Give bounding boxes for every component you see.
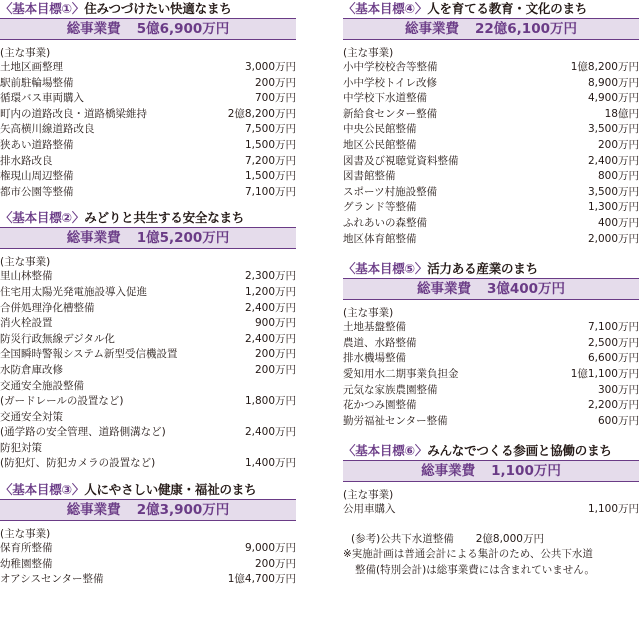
project-row bbox=[343, 232, 639, 248]
reference-amount: 2億8,000万円 bbox=[475, 532, 544, 545]
project-cost: 9,000万円 bbox=[244, 542, 296, 555]
project-name: 花かつみ園整備 bbox=[343, 399, 417, 412]
project-name: 交通安全対策 bbox=[0, 410, 63, 423]
project-row bbox=[0, 572, 296, 588]
project-cost: 7,200万円 bbox=[244, 154, 296, 167]
project-name: 矢高横川線道路改良 bbox=[0, 123, 95, 136]
note-line-1: ※実施計画は普通会計による集計のため、公共下水道 bbox=[343, 548, 593, 561]
project-row bbox=[0, 541, 296, 557]
project-row bbox=[0, 301, 296, 317]
project-name: 地区体育館整備 bbox=[343, 232, 417, 245]
goal-4-section bbox=[343, 0, 639, 247]
project-name: 勤労福祉センター整備 bbox=[343, 414, 448, 427]
project-cost: 2億8,200万円 bbox=[227, 107, 296, 120]
goal-6-total-bar bbox=[343, 460, 639, 482]
project-name: 里山林整備 bbox=[0, 270, 53, 283]
reference-line bbox=[343, 532, 639, 548]
project-name: 幼稚園整備 bbox=[0, 557, 53, 570]
project-cost: 8,900万円 bbox=[587, 76, 639, 89]
project-row bbox=[343, 502, 639, 518]
project-cost: 2,000万円 bbox=[587, 232, 639, 245]
project-cost: 1,500万円 bbox=[244, 170, 296, 183]
project-name: 保育所整備 bbox=[0, 542, 53, 555]
project-name: 全国瞬時警報システム新型受信機設置 bbox=[0, 348, 178, 361]
project-cost: 1億4,700万円 bbox=[227, 573, 296, 586]
project-cost: 200万円 bbox=[254, 363, 296, 376]
goal-4-total-bar bbox=[343, 18, 639, 40]
project-cost: 1,400万円 bbox=[244, 457, 296, 470]
project-row bbox=[343, 398, 639, 414]
project-row bbox=[0, 154, 296, 170]
goal-2-label: 〈基本目標②〉 bbox=[0, 210, 85, 226]
goal-4-title bbox=[343, 0, 639, 17]
project-name: (通学路の安全管理、道路側溝など) bbox=[0, 426, 166, 439]
list-heading: (主な事業) bbox=[343, 307, 394, 320]
project-name: 小中学校トイレ改修 bbox=[343, 76, 437, 89]
project-name: スポーツ村施設整備 bbox=[343, 185, 438, 198]
project-cost: 2,400万円 bbox=[244, 301, 296, 314]
project-row bbox=[0, 379, 296, 395]
goal-3-title bbox=[0, 481, 296, 498]
project-row bbox=[343, 122, 639, 138]
project-cost: 6,600万円 bbox=[587, 352, 639, 365]
project-name: 愛知用水二期事業負担金 bbox=[343, 367, 459, 380]
project-row bbox=[0, 332, 296, 348]
list-heading: (主な事業) bbox=[343, 47, 394, 59]
project-row bbox=[343, 351, 639, 367]
project-name: 中学校下水道整備 bbox=[343, 92, 427, 105]
goal-5-title bbox=[343, 260, 639, 277]
left-column bbox=[0, 0, 296, 588]
project-name: ふれあいの森整備 bbox=[343, 216, 427, 229]
project-cost: 7,500万円 bbox=[244, 123, 296, 136]
project-row bbox=[0, 91, 296, 107]
note-line-2: 整備(特別会計)は総事業費には含まれていません。 bbox=[355, 563, 595, 576]
project-name: 元気な家族農園整備 bbox=[343, 383, 438, 396]
project-name: (防犯灯、防犯カメラの設置など) bbox=[0, 457, 156, 470]
project-cost: 1,500万円 bbox=[244, 138, 296, 151]
project-cost: 18億円 bbox=[604, 107, 639, 120]
goal-1-label: 〈基本目標①〉 bbox=[0, 1, 85, 16]
project-name: (ガードレールの設置など) bbox=[0, 395, 124, 408]
project-row bbox=[343, 138, 639, 154]
project-row bbox=[0, 138, 296, 154]
project-name: 公用車購入 bbox=[343, 503, 396, 516]
project-row bbox=[0, 316, 296, 332]
project-row bbox=[0, 441, 296, 457]
goal-3-section bbox=[0, 481, 296, 588]
project-cost: 200万円 bbox=[597, 138, 639, 151]
project-name: 地区公民館整備 bbox=[343, 138, 417, 151]
project-name: 排水機場整備 bbox=[343, 352, 406, 365]
total-value: 5億6,900万円 bbox=[136, 21, 230, 37]
project-name: 水防倉庫改修 bbox=[0, 363, 63, 376]
project-cost: 1,300万円 bbox=[587, 201, 639, 214]
goal-5-name: 活力ある産業のまち bbox=[427, 261, 538, 277]
project-row bbox=[343, 107, 639, 123]
total-value: 2億3,900万円 bbox=[136, 502, 230, 519]
project-name: 駅前駐輪場整備 bbox=[0, 76, 74, 89]
project-name: 町内の道路改良・道路橋梁維持 bbox=[0, 107, 147, 120]
project-cost: 2,300万円 bbox=[244, 270, 296, 283]
goal-6-title bbox=[343, 442, 639, 459]
project-row bbox=[343, 216, 639, 232]
project-row bbox=[0, 425, 296, 441]
right-column bbox=[343, 0, 639, 578]
project-row bbox=[0, 122, 296, 138]
project-row bbox=[343, 60, 639, 76]
project-name: 防犯対策 bbox=[0, 441, 42, 454]
project-row bbox=[343, 91, 639, 107]
project-row bbox=[0, 394, 296, 410]
project-cost: 200万円 bbox=[254, 348, 296, 361]
reference-note bbox=[343, 532, 639, 579]
project-cost: 2,200万円 bbox=[587, 399, 639, 412]
goal-2-name: みどりと共生する安全なまち bbox=[84, 210, 245, 226]
total-value: 1,100万円 bbox=[491, 463, 561, 480]
project-cost: 2,400万円 bbox=[244, 332, 296, 345]
goal-6-section bbox=[343, 442, 639, 518]
project-row bbox=[343, 200, 639, 216]
goal-5-label: 〈基本目標⑤〉 bbox=[343, 261, 428, 277]
goal-1-section bbox=[0, 0, 296, 200]
list-heading: (主な事業) bbox=[0, 256, 51, 269]
project-name: 中央公民館整備 bbox=[343, 123, 417, 136]
goal-5-total-bar bbox=[343, 278, 639, 300]
total-value: 1億5,200万円 bbox=[136, 230, 230, 247]
project-name: 循環バス車両購入 bbox=[0, 92, 84, 105]
project-name: 小中学校校舎等整備 bbox=[343, 61, 438, 73]
goal-6-name: みんなでつくる参画と協働のまち bbox=[427, 443, 612, 459]
project-row bbox=[343, 154, 639, 170]
total-label: 総事業費 bbox=[421, 463, 476, 480]
total-label: 総事業費 bbox=[66, 230, 121, 247]
project-row bbox=[0, 269, 296, 285]
project-cost: 7,100万円 bbox=[244, 185, 296, 198]
project-name: 都市公園等整備 bbox=[0, 185, 74, 198]
project-row bbox=[343, 320, 639, 336]
project-name: 排水路改良 bbox=[0, 154, 53, 167]
total-label: 総事業費 bbox=[405, 21, 459, 37]
total-label: 総事業費 bbox=[416, 281, 471, 298]
project-row bbox=[0, 557, 296, 573]
reference-label: (参考)公共下水道整備 bbox=[351, 532, 454, 545]
project-name: 狭あい道路整備 bbox=[0, 138, 74, 151]
project-cost: 1,200万円 bbox=[244, 285, 296, 298]
project-name: 図書及び視聴覚資料整備 bbox=[343, 154, 459, 167]
goal-2-section bbox=[0, 209, 296, 472]
project-cost: 1,800万円 bbox=[244, 395, 296, 408]
project-cost: 200万円 bbox=[254, 76, 296, 89]
project-name: 消火栓設置 bbox=[0, 317, 53, 330]
project-row bbox=[0, 456, 296, 472]
goal-1-title bbox=[0, 0, 296, 17]
project-row bbox=[0, 410, 296, 426]
project-cost: 800万円 bbox=[597, 170, 639, 183]
project-name: 権現山周辺整備 bbox=[0, 170, 74, 183]
project-row bbox=[0, 169, 296, 185]
project-row bbox=[0, 76, 296, 92]
project-name: オアシスセンター整備 bbox=[0, 573, 104, 586]
project-row bbox=[0, 60, 296, 76]
project-cost: 900万円 bbox=[254, 317, 296, 330]
goal-4-name: 人を育てる教育・文化のまち bbox=[427, 1, 588, 16]
project-row bbox=[343, 185, 639, 201]
project-name: 土地区画整理 bbox=[0, 61, 63, 73]
list-heading: (主な事業) bbox=[343, 489, 394, 502]
project-name: 合併処理浄化槽整備 bbox=[0, 301, 95, 314]
project-cost: 3,500万円 bbox=[587, 185, 639, 198]
project-cost: 700万円 bbox=[254, 92, 296, 105]
project-name: 住宅用太陽光発電施設導入促進 bbox=[0, 285, 147, 298]
project-cost: 400万円 bbox=[597, 216, 639, 229]
project-cost: 3,000万円 bbox=[244, 61, 296, 73]
project-name: 土地基盤整備 bbox=[343, 321, 406, 334]
project-cost: 200万円 bbox=[254, 557, 296, 570]
goal-6-label: 〈基本目標⑥〉 bbox=[343, 443, 428, 459]
project-name: グランド等整備 bbox=[343, 201, 417, 214]
goal-1-name: 住みつづけたい快適なまち bbox=[84, 1, 232, 16]
project-name: 農道、水路整備 bbox=[343, 336, 417, 349]
goal-3-label: 〈基本目標③〉 bbox=[0, 482, 85, 498]
project-row bbox=[0, 285, 296, 301]
project-name: 新給食センター整備 bbox=[343, 107, 438, 120]
goal-4-label: 〈基本目標④〉 bbox=[343, 1, 428, 16]
project-row bbox=[343, 336, 639, 352]
project-row bbox=[343, 367, 639, 383]
goal-2-title bbox=[0, 209, 296, 226]
project-cost: 1億1,100万円 bbox=[570, 367, 639, 380]
project-row bbox=[343, 169, 639, 185]
total-label: 総事業費 bbox=[66, 502, 121, 519]
project-name: 図書館整備 bbox=[343, 170, 396, 183]
project-cost: 2,400万円 bbox=[587, 154, 639, 167]
project-row bbox=[343, 383, 639, 399]
project-row bbox=[0, 347, 296, 363]
total-label: 総事業費 bbox=[66, 21, 121, 37]
project-cost: 7,100万円 bbox=[587, 321, 639, 334]
project-row bbox=[343, 76, 639, 92]
project-cost: 300万円 bbox=[597, 383, 639, 396]
project-row bbox=[0, 363, 296, 379]
project-cost: 1,100万円 bbox=[587, 503, 639, 516]
list-heading: (主な事業) bbox=[0, 47, 51, 59]
project-cost: 4,900万円 bbox=[587, 92, 639, 105]
list-heading: (主な事業) bbox=[0, 528, 51, 541]
project-cost: 2,500万円 bbox=[587, 336, 639, 349]
project-name: 防災行政無線デジタル化 bbox=[0, 332, 115, 345]
goal-5-section bbox=[343, 260, 639, 429]
project-cost: 3,500万円 bbox=[587, 123, 639, 136]
project-cost: 1億8,200万円 bbox=[570, 61, 639, 73]
project-name: 交通安全施設整備 bbox=[0, 379, 84, 392]
project-row bbox=[0, 107, 296, 123]
project-cost: 600万円 bbox=[597, 414, 639, 427]
project-row bbox=[0, 185, 296, 201]
goal-1-total-bar bbox=[0, 18, 296, 40]
goal-3-total-bar bbox=[0, 499, 296, 521]
total-value: 22億6,100万円 bbox=[475, 21, 577, 37]
total-value: 3億400万円 bbox=[486, 281, 566, 298]
goal-2-total-bar bbox=[0, 227, 296, 249]
project-cost: 2,400万円 bbox=[244, 426, 296, 439]
goal-3-name: 人にやさしい健康・福祉のまち bbox=[84, 482, 257, 498]
project-row bbox=[343, 414, 639, 430]
